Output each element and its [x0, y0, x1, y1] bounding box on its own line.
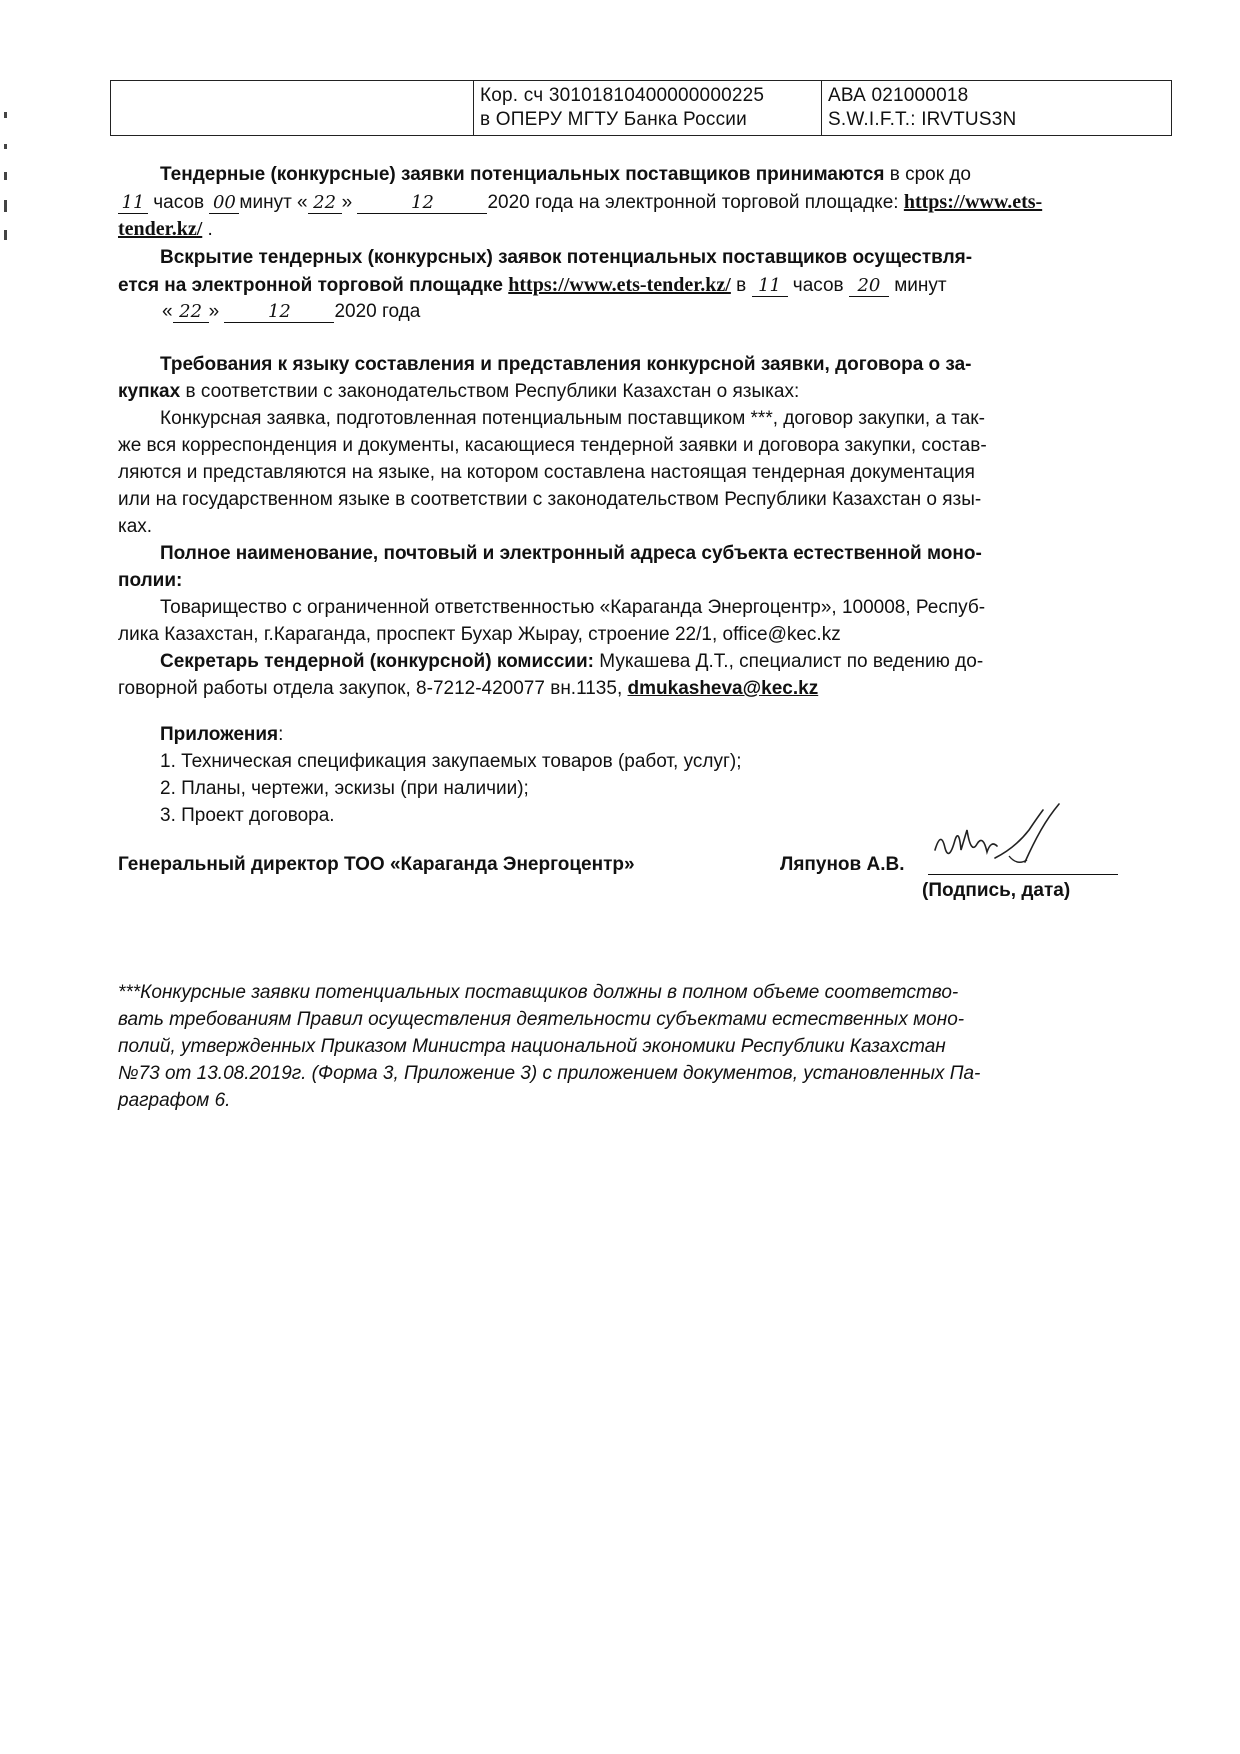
director-position: Генеральный директор ТОО «Караганда Энергоцентр» — [118, 854, 635, 875]
opening-line-1: Вскрытие тендерных (конкурсных) заявок потенциальных поставщиков осуществля- — [160, 247, 973, 268]
opening-minutes-label: минут — [894, 275, 947, 296]
entity-text-1: Товарищество с ограниченной ответственностью «Караганда Энергоцентр», 100008, Респуб- — [160, 597, 986, 618]
language-text-3: ляются и представляются на языке, на котором составлена настоящая тендерная документация — [118, 462, 975, 483]
footnote-line: №73 от 13.08.2019г. (Форма 3, Приложение 3) с приложением документов, установленных Па- — [118, 1063, 981, 1084]
opening-hour: 11 — [752, 276, 788, 297]
opening-day: 22 — [173, 302, 209, 323]
secretary-line-2 — [118, 676, 818, 702]
language-heading-rest: в соответствии с законодательством Республики Казахстан о языках: — [180, 381, 800, 402]
appendix-item: 3. Проект договора. — [160, 805, 335, 826]
entity-heading-line-1: Полное наименование, почтовый и электронный адреса субъекта естественной моно- — [160, 543, 982, 564]
language-heading-line-2 — [118, 379, 799, 405]
opening-text-v: в — [730, 275, 752, 296]
submission-line-3 — [118, 216, 213, 243]
submission-quote-close: » — [341, 192, 353, 213]
submission-end: . — [202, 219, 213, 240]
appendices-title-line — [160, 722, 283, 748]
bank-cell-correspondent — [474, 81, 822, 135]
handwritten-signature — [925, 800, 1105, 880]
scan-edge-marks — [4, 112, 8, 252]
submission-text-1: в срок до — [884, 164, 971, 185]
bank-cell-empty — [111, 81, 474, 135]
opening-quote-open: « — [162, 301, 173, 322]
submission-hours-label: часов — [153, 192, 205, 213]
language-heading-end: купках — [118, 381, 181, 402]
opening-line-2 — [118, 272, 947, 299]
submission-url-part-2[interactable]: tender.kz/ — [118, 218, 203, 240]
submission-line-1 — [160, 162, 971, 188]
entity-text-2: лика Казахстан, г.Караганда, проспект Бухар Жырау, строение 22/1, office@kec.kz — [118, 624, 841, 645]
footnote-line: раграфом 6. — [118, 1090, 231, 1111]
submission-day: 22 — [308, 193, 342, 214]
director-name: Ляпунов А.В. — [780, 854, 905, 875]
footnote-line: полий, утвержденных Приказом Министра национальной экономики Республики Казахстан — [118, 1036, 946, 1057]
language-text-2: же вся корреспонденция и документы, касающиеся тендерной заявки и договора закупки, состав- — [118, 435, 987, 456]
submission-minute: 00 — [209, 193, 239, 214]
appendices-title: Приложения — [160, 724, 279, 745]
submission-url-part-1[interactable]: https://www.ets- — [903, 191, 1043, 213]
swift-code: S.W.I.F.T.: IRVTUS3N — [828, 109, 1017, 130]
language-text-1: Конкурсная заявка, подготовленная потенциальным поставщиком ***, договор закупки, а так- — [160, 408, 985, 429]
opening-year: 2020 года — [334, 301, 421, 322]
opening-line-3 — [162, 299, 420, 325]
appendix-item: 2. Планы, чертежи, эскизы (при наличии); — [160, 778, 529, 799]
entity-heading-line-2: полии: — [118, 570, 183, 591]
secretary-contacts: говорной работы отдела закупок, 8-7212-420077 вн.1135, — [118, 678, 628, 699]
corr-account: Кор. сч 30101810400000000225 — [480, 85, 765, 106]
language-text-5: ках. — [118, 516, 153, 537]
secretary-name: Мукашева Д.Т., специалист по ведению до- — [594, 651, 984, 672]
language-heading-line-1: Требования к языку составления и представления конкурсной заявки, договора о за- — [160, 354, 972, 375]
secretary-line-1 — [160, 649, 983, 675]
opening-quote-close: » — [208, 301, 220, 322]
submission-lead: Тендерные (конкурсные) заявки потенциальных поставщиков принимаются — [160, 164, 885, 185]
bank-cell-codes — [822, 81, 1171, 135]
submission-hour: 11 — [118, 193, 148, 214]
footnote-line: вать требованиям Правил осуществления деятельности субъектами естественных моно- — [118, 1009, 965, 1030]
opening-hours-label: часов — [792, 275, 844, 296]
secretary-email[interactable]: dmukasheva@kec.kz — [627, 678, 819, 699]
submission-month: 12 — [357, 193, 487, 214]
opening-month: 12 — [224, 302, 334, 323]
secretary-heading: Секретарь тендерной (конкурсной) комиссии: — [160, 651, 594, 672]
appendix-item: 1. Техническая спецификация закупаемых товаров (работ, услуг); — [160, 751, 742, 772]
submission-year-text: 2020 года на электронной торговой площадке: — [487, 192, 904, 213]
submission-minutes-label: минут « — [239, 192, 308, 213]
submission-line-2 — [118, 189, 1042, 216]
opening-platform: ется на электронной торговой площадке — [118, 275, 503, 296]
opening-url[interactable]: https://www.ets-tender.kz/ — [508, 274, 731, 296]
bank-details-table — [110, 80, 1172, 136]
language-text-4: или на государственном языке в соответствии с законодательством Республики Казахстан о язы- — [118, 489, 982, 510]
footnote-line: ***Конкурсные заявки потенциальных поставщиков должны в полном объеме соответство- — [118, 982, 959, 1003]
opening-minute: 20 — [849, 276, 889, 297]
appendices-colon: : — [278, 724, 284, 745]
aba-code: АВА 021000018 — [828, 85, 969, 106]
signature-caption: (Подпись, дата) — [922, 880, 1071, 901]
corr-bank: в ОПЕРУ МГТУ Банка России — [480, 109, 747, 130]
